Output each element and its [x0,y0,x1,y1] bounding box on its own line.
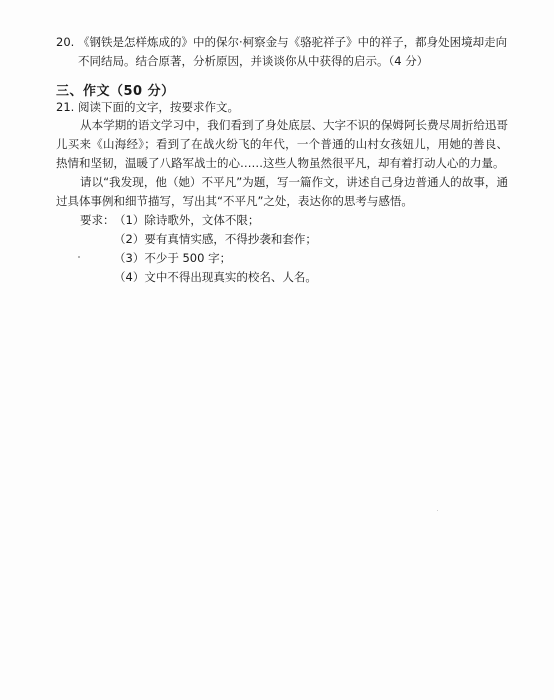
scan-speck [437,510,438,511]
question-21-number: 21. [56,100,75,114]
section-title-composition: 三、作文（50 分） [56,84,175,99]
material-paragraph-2-text: 请以“我发现，他（她）不平凡”为题，写一篇作文，讲述自己身边普通人的故事，通过具体事例和细节描写，写出其“不平凡”之处，表达你的思考与感悟。 [56,175,508,208]
requirement-item-2: （2）要有真情实感，不得抄袭和套作； [114,232,317,246]
requirement-item-3: （3）不少于 500 字； [114,251,232,265]
material-paragraph-2 [56,173,508,211]
requirements-label: 要求： [80,213,115,227]
question-20 [56,33,526,71]
question-21-header [56,98,526,117]
requirement-item-1: （1）除诗歌外，文体不限； [114,213,260,227]
question-20-text-1: 《钢铁是怎样炼成的》中的保尔·柯察金与《骆驼祥子》中的祥子，都身处困境却走向 [78,35,508,49]
question-20-number: 20. [56,35,75,49]
question-20-text-2: 不同结局。结合原著，分析原因，并谈谈你从中获得的启示。（4 分） [78,54,429,68]
question-20-line-1 [56,33,526,52]
material-paragraph-1 [56,116,508,173]
requirement-item-4: （4）文中不得出现真实的校名、人名。 [114,270,317,284]
scan-speck [78,256,80,258]
material-paragraph-1-text: 从本学期的语文学习中，我们看到了身处底层、大字不识的保姆阿长费尽周折给迅哥儿买来《山海经》；看到了在战火纷飞的年代，一个普通的山村女孩妞儿，用她的善良、热情和坚韧，温暖了八路军战士的心……这些人物虽然很平凡，却有着打动人心的力量。 [56,118,508,170]
requirements-list [114,211,317,287]
question-21-prompt: 阅读下面的文字，按要求作文。 [77,100,239,114]
